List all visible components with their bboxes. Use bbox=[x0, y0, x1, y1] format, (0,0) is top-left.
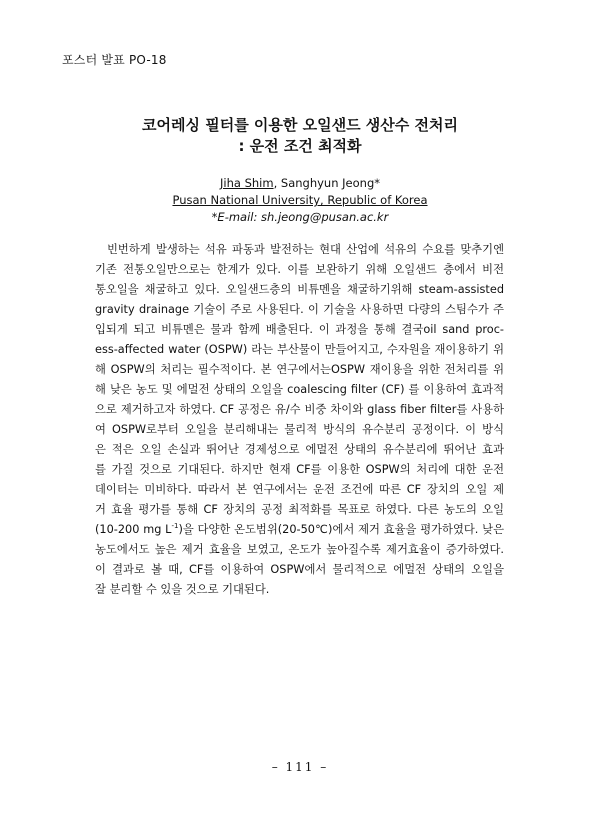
author-first: Jiha Shim bbox=[220, 176, 274, 190]
body-line: 으로 제거하고자 하였다. CF 공정은 유/수 비중 차이와 glass fiber filter를 사용하 bbox=[95, 403, 504, 416]
body-line: 거 효율 평가를 통해 CF 장치의 공정 최적화를 목표로 하였다. 다른 농도의 오일 bbox=[95, 503, 504, 516]
body-line-rest: )을 다양한 온도범위(20-50℃)에서 제거 효율을 평가하였다. 낮은 bbox=[178, 523, 504, 536]
body-line: 이 결과로 볼 때, CF를 이용하여 OSPW에서 물리적으로 에멀전 상태의 오일을 bbox=[95, 563, 504, 576]
author-second: Sanghyun Jeong* bbox=[280, 176, 380, 190]
body-line: 잘 분리할 수 있을 것으로 기대된다. bbox=[95, 583, 270, 596]
title-line-1: 코어레싱 필터를 이용한 오일샌드 생산수 전처리 bbox=[142, 116, 458, 134]
body-line: 입되게 되고 비튜멘은 물과 함께 배출된다. 이 과정을 통해 결국oil sand proc- bbox=[95, 323, 504, 336]
body-line: 통오일을 채굴하고 있다. 오일샌드층의 비튜멘을 채굴하기위해 steam-assisted bbox=[95, 283, 504, 296]
authors bbox=[0, 176, 600, 190]
page-number: – 111 – bbox=[271, 760, 329, 774]
affiliation-text: Pusan National University, Republic of Korea bbox=[172, 193, 428, 207]
title-line-2: : 운전 조건 최적화 bbox=[238, 137, 362, 155]
body-line: 해 낮은 농도 및 에멀전 상태의 오일을 coalescing filter (CF) 를 이용하여 효과적 bbox=[95, 383, 504, 396]
abstract-body bbox=[95, 240, 504, 600]
body-line: 기존 전통오일만으로는 한계가 있다. 이를 보완하기 위해 오일샌드 층에서 비전 bbox=[95, 263, 504, 276]
body-line: ess-affected water (OSPW) 라는 부산물이 만들어지고, 수자원을 재이용하기 위 bbox=[95, 343, 504, 356]
email: *E-mail: sh.jeong@pusan.ac.kr bbox=[211, 210, 389, 224]
author-separator: , bbox=[273, 176, 281, 190]
body-line: gravity drainage 기술이 주로 사용된다. 이 기술을 사용하면 다량의 스팀수가 주 bbox=[95, 303, 504, 316]
body-line: 빈번하게 발생하는 석유 파동과 발전하는 현대 산업에 석유의 수요를 맞추기엔 bbox=[107, 243, 504, 256]
body-line: 여 OSPW로부터 오일을 분리해내는 물리적 방식의 유수분리 공정이다. 이 방식 bbox=[95, 423, 504, 436]
body-line: 농도에서도 높은 제거 효율을 보였고, 온도가 높아질수록 제거효율이 증가하였다. bbox=[95, 543, 504, 556]
body-line: 해 OSPW의 처리는 필수적이다. 본 연구에서는OSPW 재이용을 위한 전처리를 위 bbox=[95, 363, 504, 376]
poster-label: 포스터 발표 PO-18 bbox=[62, 53, 167, 67]
affiliation bbox=[0, 193, 600, 207]
superscript-exponent: -1 bbox=[171, 522, 179, 531]
body-line: 데이터는 미비하다. 따라서 본 연구에서는 운전 조건에 따른 CF 장치의 오일 제 bbox=[95, 483, 504, 496]
body-line-start: (10-200 mg L bbox=[95, 523, 172, 536]
body-line: 은 적은 오일 손실과 뛰어난 경제성으로 에멀전 상태의 유수분리에 뛰어난 효과 bbox=[95, 443, 504, 456]
body-line: 를 가질 것으로 기대된다. 하지만 현재 CF를 이용한 OSPW의 처리에 대한 운전 bbox=[95, 463, 504, 476]
body-line bbox=[95, 520, 504, 540]
